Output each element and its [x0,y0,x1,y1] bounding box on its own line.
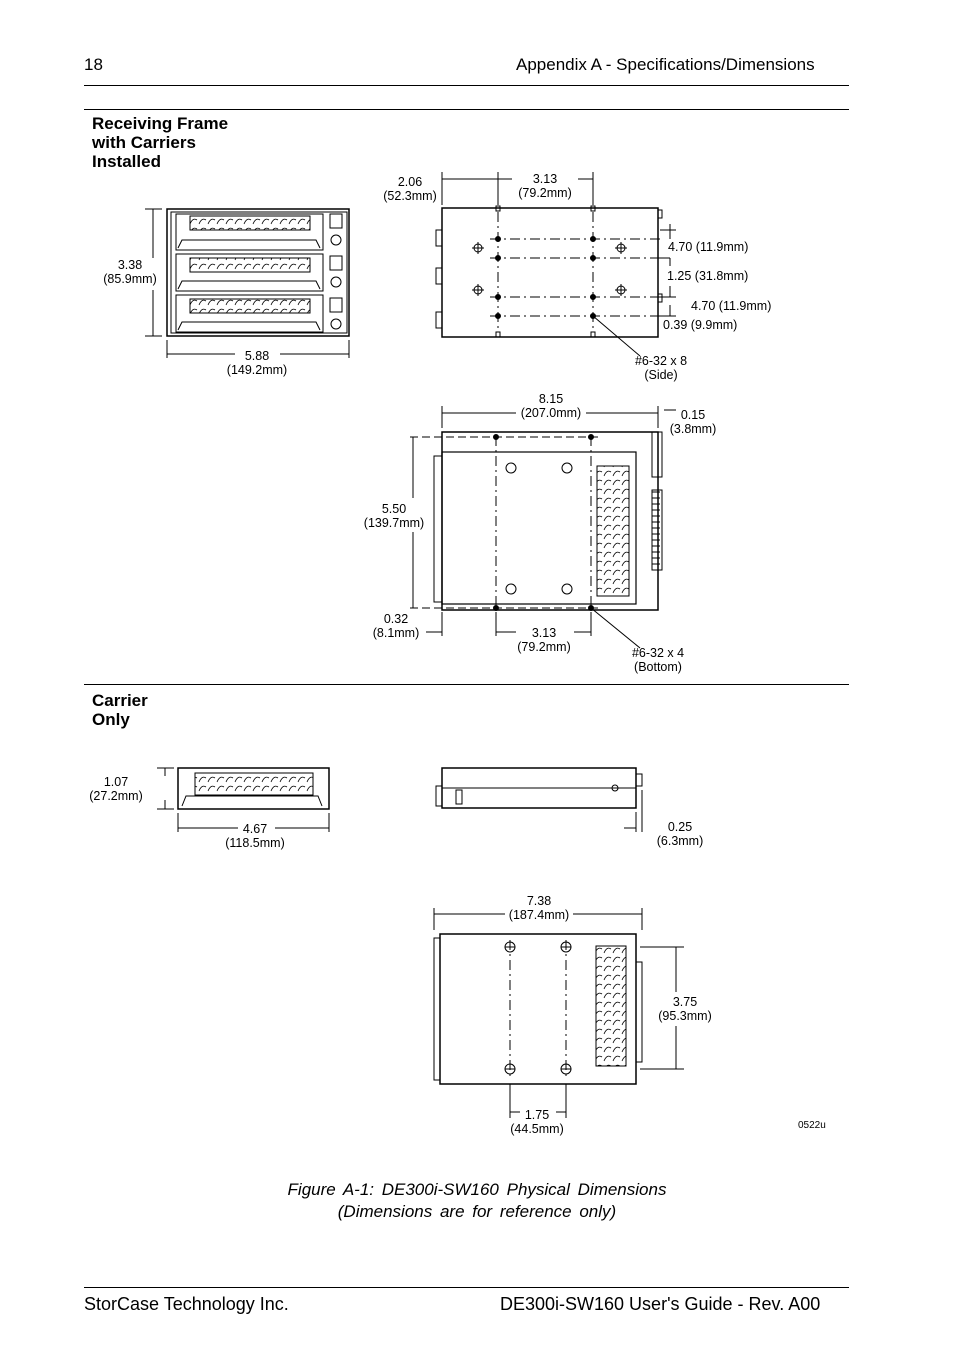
side-top-left-label: 2.06 (52.3mm) [383,175,437,203]
section-title: Appendix A - Specifications/Dimensions [516,55,815,74]
side-screws-label: #6-32 x 8 (Side) [634,354,688,382]
section-title-frame: Receiving Frame with Carriers Installed [92,114,229,171]
side-r3-label: 4.70 (11.9mm) [691,299,772,313]
carrier-side-view [436,768,642,832]
bottom-offset-label: 0.15 (3.8mm) [669,408,717,436]
bottom-screws-label: #6-32 x 4 (Bottom) [631,646,685,674]
carrier-depth-label: 3.75 (95.3mm) [658,995,712,1023]
bay-1 [176,214,342,250]
frame-front-view [145,209,349,358]
frame-bottom-view [410,406,676,648]
carrier-length-label: 7.38 (187.4mm) [508,894,570,922]
bottom-height-label: 5.50 (139.7mm) [363,502,425,530]
footer-company: StorCase Technology Inc. [84,1294,289,1314]
carrier-width-label: 4.67 (118.5mm) [225,822,285,850]
page-number: 18 [84,55,103,74]
footer-rule [84,1287,849,1288]
bay-3 [176,295,342,332]
side-r2-label: 1.25 (31.8mm) [667,269,749,283]
section-title-carrier: Carrier Only [92,691,148,729]
carrier-height-label: 1.07 (27.2mm) [89,775,143,803]
figure-code: 0522u [798,1120,826,1131]
front-height-label: 3.38 (85.9mm) [103,258,157,286]
figure-caption-note: (Dimensions are for reference only) [337,1202,617,1221]
bottom-length-label: 8.15 (207.0mm) [520,392,582,420]
carrier-spacing-label: 1.75 (44.5mm) [510,1108,564,1136]
bay-2 [176,254,342,291]
footer-guide: DE300i-SW160 User's Guide - Rev. A00 [500,1294,821,1314]
side-r4-label: 0.39 (9.9mm) [663,318,738,332]
figure-caption: Figure A-1: DE300i-SW160 Physical Dimensions [287,1180,667,1199]
front-width-label: 5.88 (149.2mm) [226,349,288,377]
side-r1-label: 4.70 (11.9mm) [668,240,749,254]
bottom-spacing-label: 3.13 (79.2mm) [517,626,571,654]
side-top-spacing-label: 3.13 (79.2mm) [518,172,572,200]
bottom-edge-label: 0.32 (8.1mm) [372,612,420,640]
carrier-side-offset-label: 0.25 (6.3mm) [656,820,704,848]
carrier-bottom-view [434,908,684,1118]
